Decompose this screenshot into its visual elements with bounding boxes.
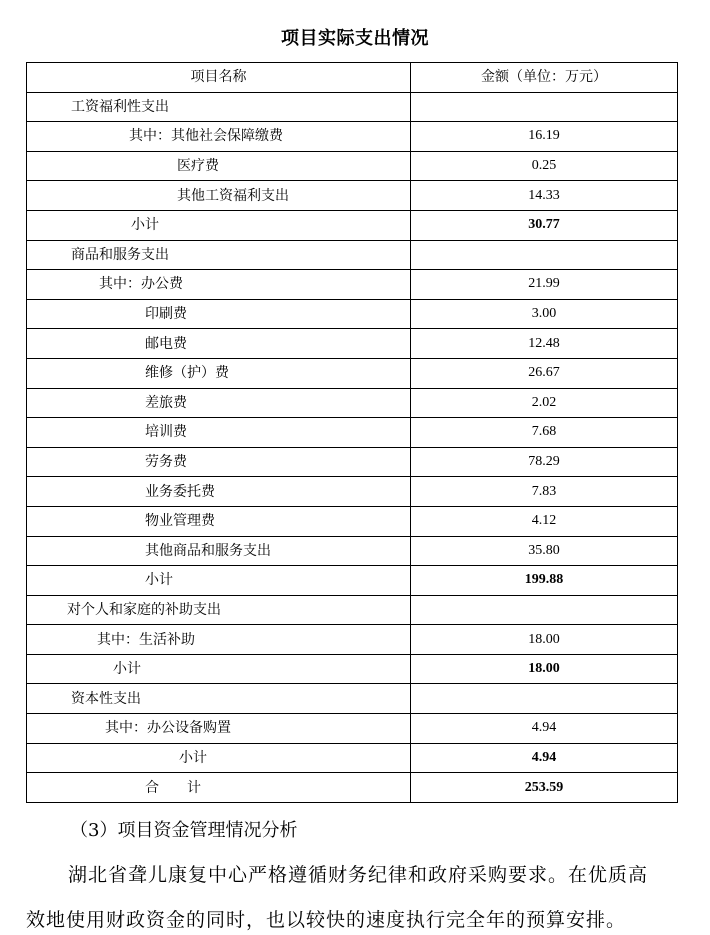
table-row	[27, 329, 678, 359]
row-amount: 16.19	[411, 122, 678, 152]
row-amount: 78.29	[411, 447, 678, 477]
table-row	[27, 418, 678, 448]
row-amount	[411, 595, 678, 625]
row-label: 差旅费	[27, 388, 411, 418]
expense-table-body	[27, 92, 678, 802]
row-label: 其他工资福利支出	[27, 181, 411, 211]
category-row	[27, 595, 678, 625]
row-label: 劳务费	[27, 447, 411, 477]
row-amount: 18.00	[411, 625, 678, 655]
table-row	[27, 122, 678, 152]
row-amount: 7.68	[411, 418, 678, 448]
row-amount: 30.77	[411, 210, 678, 240]
row-label: 小计	[27, 210, 411, 240]
row-label: 医疗费	[27, 151, 411, 181]
table-row	[27, 536, 678, 566]
row-amount: 4.94	[411, 714, 678, 744]
total-row	[27, 773, 678, 803]
row-label: 维修（护）费	[27, 358, 411, 388]
row-label: 其他商品和服务支出	[27, 536, 411, 566]
table-row	[27, 270, 678, 300]
row-amount: 26.67	[411, 358, 678, 388]
row-amount	[411, 92, 678, 122]
row-amount: 7.83	[411, 477, 678, 507]
row-label: 邮电费	[27, 329, 411, 359]
row-label: 物业管理费	[27, 506, 411, 536]
row-label: 印刷费	[27, 299, 411, 329]
row-label: 工资福利性支出	[27, 92, 411, 122]
row-label: 商品和服务支出	[27, 240, 411, 270]
table-row	[27, 358, 678, 388]
page-title: 项目实际支出情况	[281, 28, 429, 49]
row-amount: 0.25	[411, 151, 678, 181]
row-amount: 3.00	[411, 299, 678, 329]
row-amount: 18.00	[411, 654, 678, 684]
row-label: 小计	[27, 743, 411, 773]
subtotal-row	[27, 210, 678, 240]
row-label: 其中：办公费	[27, 270, 411, 300]
row-label: 资本性支出	[27, 684, 411, 714]
row-amount: 4.94	[411, 743, 678, 773]
row-amount: 253.59	[411, 773, 678, 803]
row-amount: 21.99	[411, 270, 678, 300]
row-label: 其中：生活补助	[27, 625, 411, 655]
row-label: 业务委托费	[27, 477, 411, 507]
row-amount: 4.12	[411, 506, 678, 536]
table-row	[27, 714, 678, 744]
column-header-name: 项目名称	[27, 63, 411, 93]
table-header-row	[27, 63, 678, 93]
table-row	[27, 625, 678, 655]
body-paragraph-line-2: 效地使用财政资金的同时，也以较快的速度执行完全年的预算安排。	[26, 909, 627, 931]
body-paragraph-line-1: 湖北省聋儿康复中心严格遵循财务纪律和政府采购要求。在优质高	[68, 864, 649, 886]
category-row	[27, 684, 678, 714]
category-row	[27, 240, 678, 270]
row-amount: 14.33	[411, 181, 678, 211]
row-amount: 12.48	[411, 329, 678, 359]
table-row	[27, 388, 678, 418]
row-label: 小计	[27, 654, 411, 684]
section-heading: （3）项目资金管理情况分析	[70, 820, 298, 841]
table-row	[27, 181, 678, 211]
row-amount	[411, 684, 678, 714]
expense-table	[26, 62, 678, 803]
row-label: 培训费	[27, 418, 411, 448]
row-label: 对个人和家庭的补助支出	[27, 595, 411, 625]
subtotal-row	[27, 654, 678, 684]
table-row	[27, 299, 678, 329]
table-row	[27, 151, 678, 181]
table-row	[27, 477, 678, 507]
column-header-amount: 金额（单位：万元）	[411, 63, 678, 93]
subtotal-row	[27, 566, 678, 596]
row-amount: 199.88	[411, 566, 678, 596]
row-label: 合 计	[27, 773, 411, 803]
row-amount: 2.02	[411, 388, 678, 418]
row-label: 其中：办公设备购置	[27, 714, 411, 744]
row-amount: 35.80	[411, 536, 678, 566]
table-row	[27, 447, 678, 477]
subtotal-row	[27, 743, 678, 773]
row-label: 其中：其他社会保障缴费	[27, 122, 411, 152]
row-amount	[411, 240, 678, 270]
table-row	[27, 506, 678, 536]
row-label: 小计	[27, 566, 411, 596]
category-row	[27, 92, 678, 122]
